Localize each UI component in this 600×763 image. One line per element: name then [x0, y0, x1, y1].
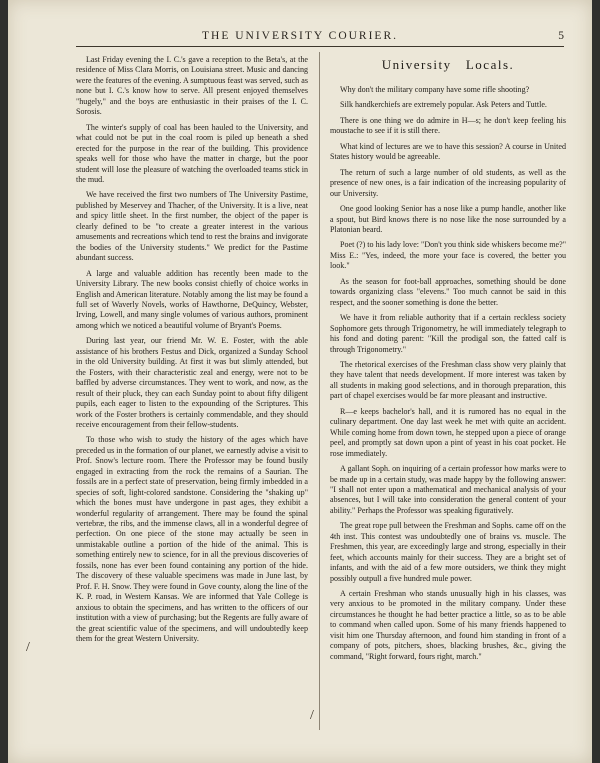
local-item: Poet (?) to his lady love: "Don't you think side whiskers become me?" Miss E.: "Yes, indeed, the more your face is covered, the better you look.": [330, 240, 566, 271]
local-item: A certain Freshman who stands unusually high in his classes, was very anxious to be promoted in the military company. Under these circumstances he thought he had better practice a little, so as to be able to command when called upon. Some of his many friends happened to visit him one Thursday afternoon, and found him standing in front of a company of pots, pitchers, shoes, blacking brushes, &c., giving the command, "Right forward, fours right, march.": [330, 589, 566, 661]
right-column: [330, 55, 566, 755]
newspaper-page: [8, 0, 592, 763]
header-rule: [76, 46, 564, 47]
local-item: The rhetorical exercises of the Freshman class show very plainly that they have talent that needs development. If more interest was taken by all students in making good selections, and in thorough preparation, this part of chapel exercises would be far more pleasant and instructive.: [330, 359, 566, 401]
local-item: R—e keeps bachelor's hall, and it is rumored has no equal in the culinary department. One day last week he met with quite an accident. While coming home from down town, he stepped upon a piece of orange peel, and promptly sat down upon a pint of yeast in his coat pocket. He rose immediately.: [330, 406, 566, 458]
local-item: There is one thing we do admire in H—s; he don't keep feeling his moustache to see if it is still there.: [330, 115, 566, 136]
page-header: [8, 30, 592, 46]
section-title-university-locals: [330, 57, 566, 73]
left-column: [76, 55, 308, 755]
local-item: As the season for foot-ball approaches, something should be done towards organizing class "elevens." Too much cannot be said in this respect, and the sooner something is done the better.: [330, 276, 566, 307]
local-item: Why don't the military company have some rifle shooting?: [340, 85, 530, 94]
article-paragraph: A large and valuable addition has recently been made to the University Library. The new books consist chiefly of choice works in English and American literature. Notably among the list may be found a full set of Waverly Novels, works of Hawthorne, DeQuincy, Webster, Irving, Lowell, and many single volumes of various authors, prominent among which we noticed a beautiful volume of Bryant's Poems.: [76, 268, 308, 330]
local-item: The return of such a large number of old students, as well as the presence of new ones, is a fair indication of the increasing popularity of our University.: [330, 167, 566, 198]
local-item: The great rope pull between the Freshman and Sophs. came off on the 4th inst. This contest was undoubtedly one of brains vs. muscle. The Freshmen, this year, are exceedingly large and strong, especially in their feet, which accounts mainly for their success. They are a bright set of infants, and with the aid of a few more outsiders, we think they might possibly outpull a five hundred mule power.: [330, 521, 566, 583]
section-title-second-word: Locals.: [465, 57, 515, 72]
page-number: 5: [558, 30, 564, 42]
article-paragraph: To those who wish to study the history of the ages which have preceded us in the formation of our planet, we earnestly advise a visit to Prof. Snow's lecture room. There the Professor may be found busily engaged in extracting from the rock the remains of a Saurian. The fossils are in a perfect state of preservation, being firmly imbedded in a species of soft, light-colored sandstone. Considering the "shaking up" which the bones must have undergone in past ages, they exhibit a wonderful regularity of arrangement. There may be found the spinal vertebræ, the ribs, and the immense claws, all in a wonderful degree of perfection. On one piece of the stone may actually be seen in unmistakable outline a portion of the hide of the animal. This is something entirely new to science, for in all the previous discoveries of fossils, none has ever been found containing any portion of the hide. The discovery of these valuable specimens was made in June last, by Prof. F. H. Snow. They were found in Gove county, along the line of the K. P. road, in Western Kansas. We are informed that Yale College is anxious to obtain the specimens, and has written to the officers of our institution with a view of purchasing; but the Regents are fully aware of the great scientific value of the specimens, and will undoubtedly keep them for the great Western University.: [76, 435, 308, 644]
section-title-first-word: University: [381, 57, 452, 72]
article-paragraph: During last year, our friend Mr. W. E. Foster, with the able assistance of his brothers Festus and Dick, organized a Sunday School in the old University building. At first it was but slimly attended, but the Fosters, with their characteristic zeal and energy, were not to be baffled by adverse circumstances. They went to work, and now, as the result of their pluck, they can each Sunday point to about fifty diligent pupils, each eager to listen to the expounding of the Scriptures. This work of the Foster brothers is certainly commendable, and they should receive encouragement from their fellow-students.: [76, 336, 308, 429]
local-item: Silk handkerchiefs are extremely popular. Ask Peters and Tuttle.: [340, 100, 547, 110]
running-title: THE UNIVERSITY COURIER.: [201, 30, 399, 42]
local-item: We have it from reliable authority that if a certain reckless society Sophomore gets through Trigonometry, he will immediately telegraph to his fond and doting parent: "Kill the prodigal son, the fatted calf is through Trigonometry.": [330, 313, 566, 354]
local-item: A gallant Soph. on inquiring of a certain professor how marks were to be made up in a certain study, was made happy by the following answer: "I shall not enter upon a mathematical and mechanical analysis of your absences, but I will take into consideration the general content of your ability." Perhaps the Professor was speaking figuratively.: [330, 464, 566, 515]
local-item: What kind of lectures are we to have this session? A course in United States history would be agreeable.: [330, 141, 566, 162]
margin-mark-center: /: [310, 708, 314, 723]
article-paragraph: The winter's supply of coal has been hauled to the University, and what could not be put in the coal room is piled up beneath a shed erected for the purpose in the rear of the building. This providence speaks well for those who have the matter in charge, but the poor student will lose the pleasure of watching the overloaded teams stick in the mud.: [76, 122, 308, 184]
article-paragraph: We have received the first two numbers of The University Pastime, published by Meservey and Thacher, of the University. It is a live, neat and spicy little sheet. In the first number, the object of the paper is clearly defined to be "to create a greater interest in the various amusements and recreations which tend to rest the brains and invigorate the bodies of the University students." We predict for the Pastime abundant success.: [76, 190, 308, 263]
margin-mark-left: /: [26, 640, 30, 655]
article-paragraph: Last Friday evening the I. C.'s gave a reception to the Beta's, at the residence of Miss Clara Morris, on Louisiana street. Music and dancing were the features of the evening. A sumptuous feast was served, such as none but I. C.'s know how to serve. All present enjoyed themselves "hugely," and the boys are enthusiastic in their praises of the I. C. Sorosis.: [76, 55, 308, 117]
local-item: One good looking Senior has a nose like a pump handle, another like a spout, but Bird knows there is no nose like the nose surrounded by a Platonian beard.: [330, 204, 566, 234]
column-divider: [319, 52, 320, 730]
